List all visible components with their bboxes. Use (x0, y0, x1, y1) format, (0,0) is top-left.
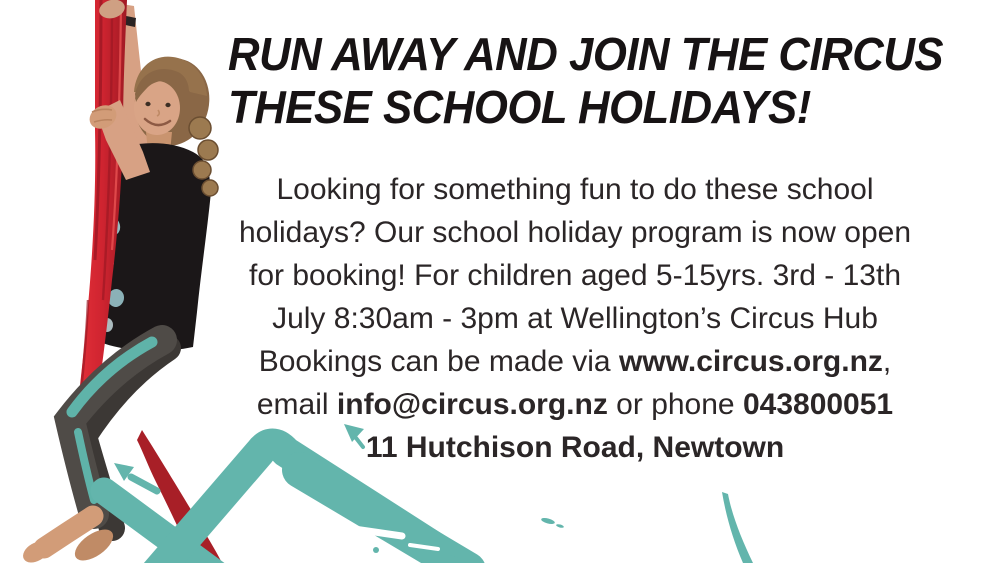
red-silk (72, 0, 127, 447)
girl-face (134, 69, 189, 152)
headline-line-1: RUN AWAY AND JOIN THE CIRCUS (228, 28, 944, 80)
body-line: 11 Hutchison Road, Newtown (365, 431, 785, 464)
girl-gripping-arm (85, 100, 150, 180)
body-line: July 8:30am - 3pm at Wellington’s Circus Hub (272, 302, 878, 335)
body-text (165, 168, 985, 469)
brush-stroke-right-curve (722, 492, 753, 563)
body-line: Bookings can be made via www.circus.org.nz, (258, 345, 892, 378)
brush-stroke-left (104, 491, 218, 563)
teal-arrow-icon (114, 463, 157, 491)
headline (228, 28, 981, 134)
body-line: for booking! For children aged 5-15yrs. 3rd - 13th (248, 259, 902, 292)
girl-hair (127, 51, 218, 152)
body-line: email info@circus.org.nz or phone 043800051 (256, 388, 894, 421)
body-line: holidays? Our school holiday program is now open (238, 216, 912, 249)
girl-legs (19, 340, 168, 563)
girl-raised-arm (110, 2, 153, 168)
body-line: Looking for something fun to do these school (276, 173, 874, 206)
girl-hand-top (97, 0, 127, 21)
headline-line-2: THESE SCHOOL HOLIDAYS! (228, 81, 811, 133)
